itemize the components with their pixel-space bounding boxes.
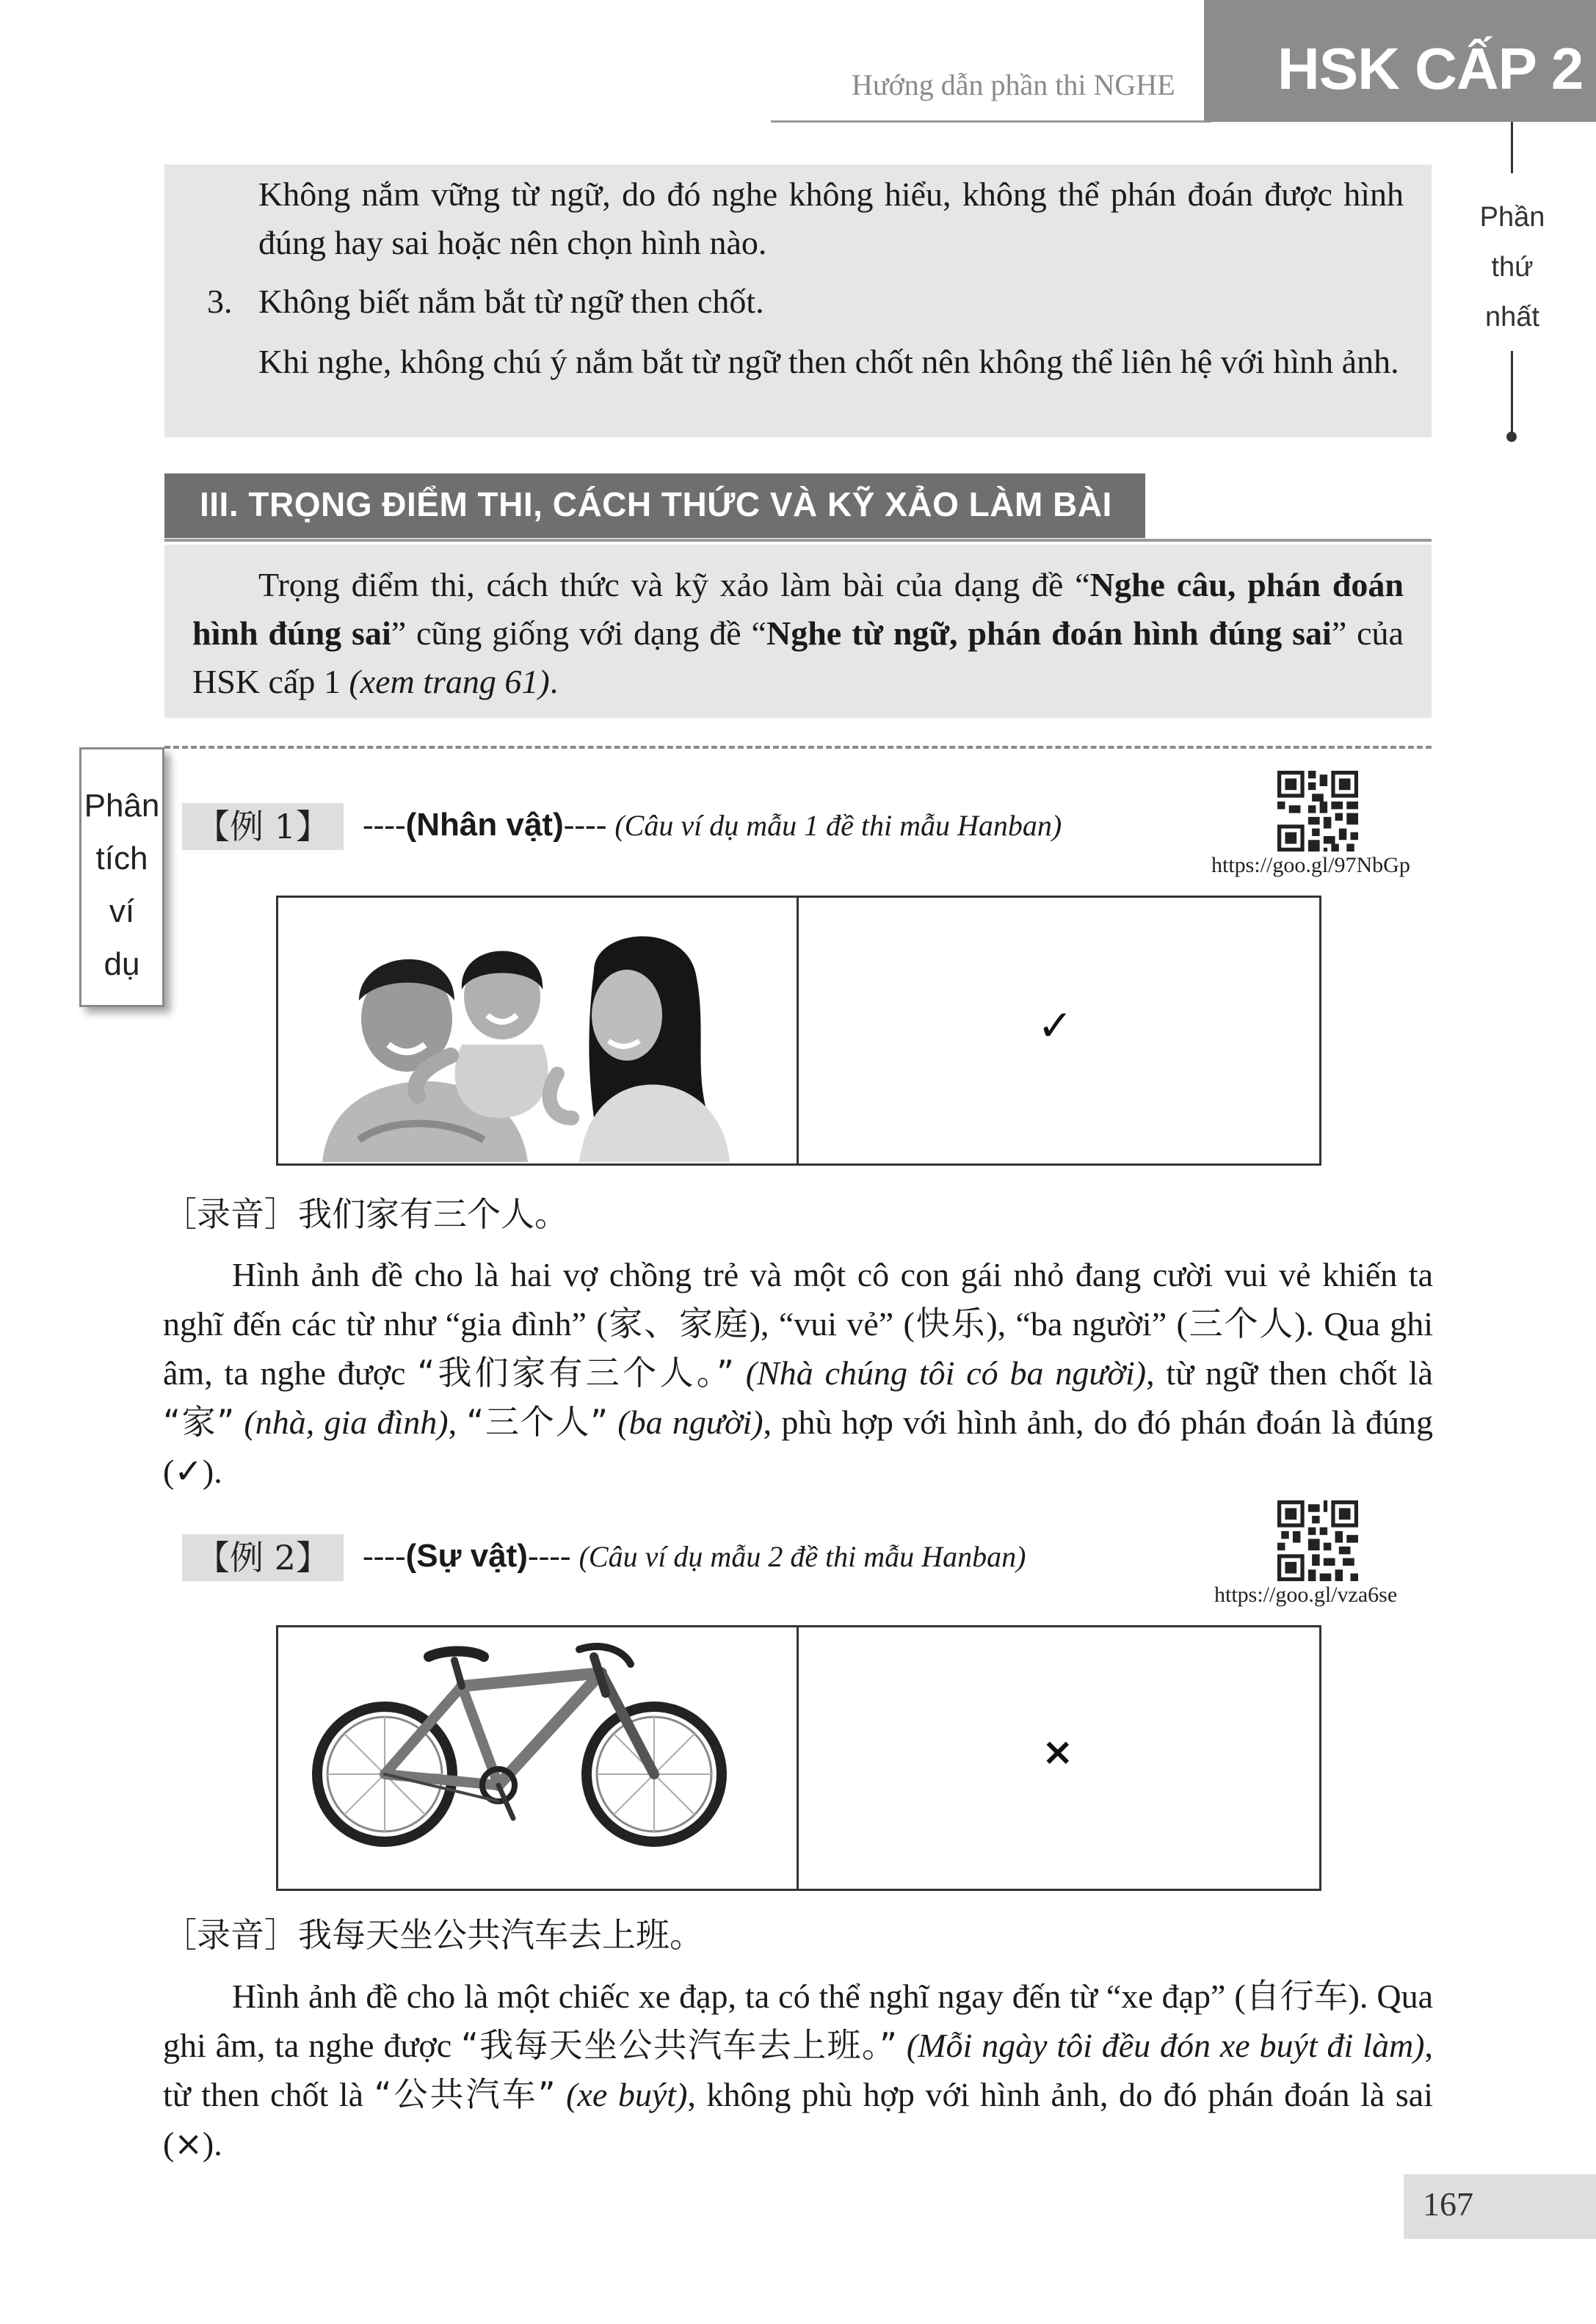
part-label-word: Phần xyxy=(1479,202,1545,233)
table-divider xyxy=(797,898,799,1163)
section-paragraph: Trọng điểm thi, cách thức và kỹ xảo làm bài của dạng đề “Nghe câu, phán đoán hình đúng sai” cũng giống với dạng đề “Nghe từ ngữ, phán đoán hình đúng sai” của HSK cấp 1 (xem trang 61). xyxy=(192,566,1404,700)
section-rule xyxy=(164,539,1432,542)
side-dot xyxy=(1506,432,1517,442)
part-label xyxy=(1461,192,1564,342)
qr-code-icon[interactable] xyxy=(1277,771,1358,851)
cross-mark-icon: × xyxy=(1042,1730,1074,1774)
analysis-label: Phân tích ví dụ xyxy=(84,788,160,982)
part-label-word: nhất xyxy=(1485,302,1539,333)
example-2-title: ----(Sự vật)---- (Câu ví dụ mẫu 2 đề thi mẫu Hanban) xyxy=(363,1538,1026,1574)
example-1-url[interactable]: https://goo.gl/97NbGp xyxy=(1211,853,1410,877)
page-number: 167 xyxy=(1423,2185,1473,2223)
bicycle-icon xyxy=(278,1627,797,1889)
example-1-recording: ［录音］我们家有三个人。 xyxy=(163,1194,568,1234)
dashed-divider xyxy=(164,746,1432,749)
example-2-explanation: Hình ảnh đề cho là một chiếc xe đạp, ta có thể nghĩ ngay đến từ “xe đạp” (自行车). Qua ghi âm, ta nghe được “我每天坐公共汽车去上班。” (Mỗi ngày tôi đều đón xe buýt đi làm), từ then chốt là “公共汽车” (xe buýt), không phù hợp với hình ảnh, do đó phán đoán là sai (×). xyxy=(163,1976,1434,2163)
section-title: III. TRỌNG ĐIỂM THI, CÁCH THỨC VÀ KỸ XẢO LÀM BÀI xyxy=(200,485,1112,523)
qr-code-icon[interactable] xyxy=(1277,1500,1358,1581)
example-2-tag: 【例 2】 xyxy=(182,1534,344,1581)
check-mark-icon: ✓ xyxy=(1037,1001,1073,1050)
list-item-text: Không biết nắm bắt từ ngữ then chốt. xyxy=(258,283,764,320)
example-1-table xyxy=(276,896,1321,1166)
header-rule xyxy=(771,120,1211,123)
header-subtitle: Hướng dẫn phần thi NGHE xyxy=(852,68,1175,101)
note-paragraph: Không nắm vững từ ngữ, do đó nghe không hiểu, không thể phán đoán được hình đúng hay sai hoặc nên chọn hình nào. xyxy=(258,175,1404,261)
note-paragraph: Khi nghe, không chú ý nắm bắt từ ngữ then chốt nên không thể liên hệ với hình ảnh. xyxy=(258,343,1399,380)
side-line-top xyxy=(1511,122,1513,173)
header-title: HSK CẤP 2 xyxy=(1277,36,1584,101)
part-label-word: thứ xyxy=(1491,252,1534,283)
list-number: 3. xyxy=(207,283,233,320)
example-2-url[interactable]: https://goo.gl/vza6se xyxy=(1214,1583,1398,1607)
example-1-tag: 【例 1】 xyxy=(182,803,344,850)
example-1-title: ----(Nhân vật)---- (Câu ví dụ mẫu 1 đề thi mẫu Hanban) xyxy=(363,807,1062,843)
family-photo xyxy=(278,898,797,1163)
family-illustration xyxy=(278,898,797,1163)
table-divider xyxy=(797,1627,799,1889)
side-line-bottom xyxy=(1511,351,1513,436)
example-1-explanation: Hình ảnh đề cho là hai vợ chồng trẻ và một cô con gái nhỏ đang cười vui vẻ khiến ta nghĩ đến các từ như “gia đình” (家、家庭), “vui vẻ” (快乐), “ba người” (三个人). Qua ghi âm, ta nghe được “我们家有三个人。” (Nhà chúng tôi có ba người), từ ngữ then chốt là “家” (nhà, gia đình), “三个人” (ba người), phù hợp với hình ảnh, do đó phán đoán là đúng (✓). xyxy=(163,1256,1434,1491)
example-2-table xyxy=(276,1625,1321,1891)
bicycle-photo xyxy=(278,1627,797,1889)
example-2-recording: ［录音］我每天坐公共汽车去上班。 xyxy=(163,1915,703,1955)
